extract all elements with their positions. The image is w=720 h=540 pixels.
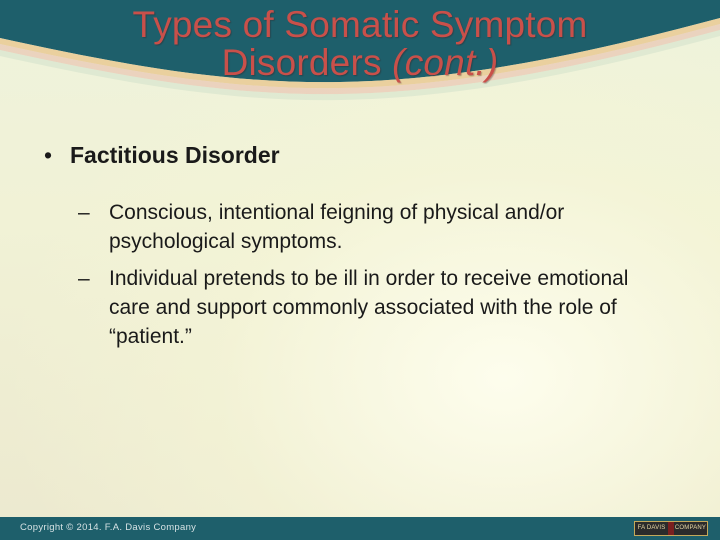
copyright-text: Copyright © 2014. F.A. Davis Company — [20, 522, 197, 533]
sub-bullet-text: Conscious, intentional feigning of physical and/or psychological symptoms. — [109, 201, 565, 253]
title-line-2-text: Disorders — [221, 42, 393, 83]
sub-bullet-item — [78, 264, 680, 351]
slide-title — [0, 6, 720, 82]
logo-right-text: COMPANY — [674, 525, 707, 531]
bullet-item — [44, 140, 680, 170]
slide-body — [40, 140, 680, 351]
sub-bullet-marker: – — [78, 201, 90, 224]
sub-bullet-item — [78, 198, 680, 256]
publisher-logo — [634, 521, 708, 536]
bullet-text: Factitious Disorder — [70, 142, 280, 168]
title-line-1: Types of Somatic Symptom — [132, 4, 588, 45]
title-cont-suffix: (cont.) — [392, 42, 499, 83]
title-line-2 — [0, 44, 720, 82]
bullet-marker: • — [44, 142, 53, 168]
sub-bullet-text: Individual pretends to be ill in order to receive emotional care and support commonly associated with the role of “patient.” — [109, 267, 629, 348]
sub-bullet-marker: – — [78, 267, 90, 290]
logo-left-text: FA DAVIS — [637, 525, 666, 531]
